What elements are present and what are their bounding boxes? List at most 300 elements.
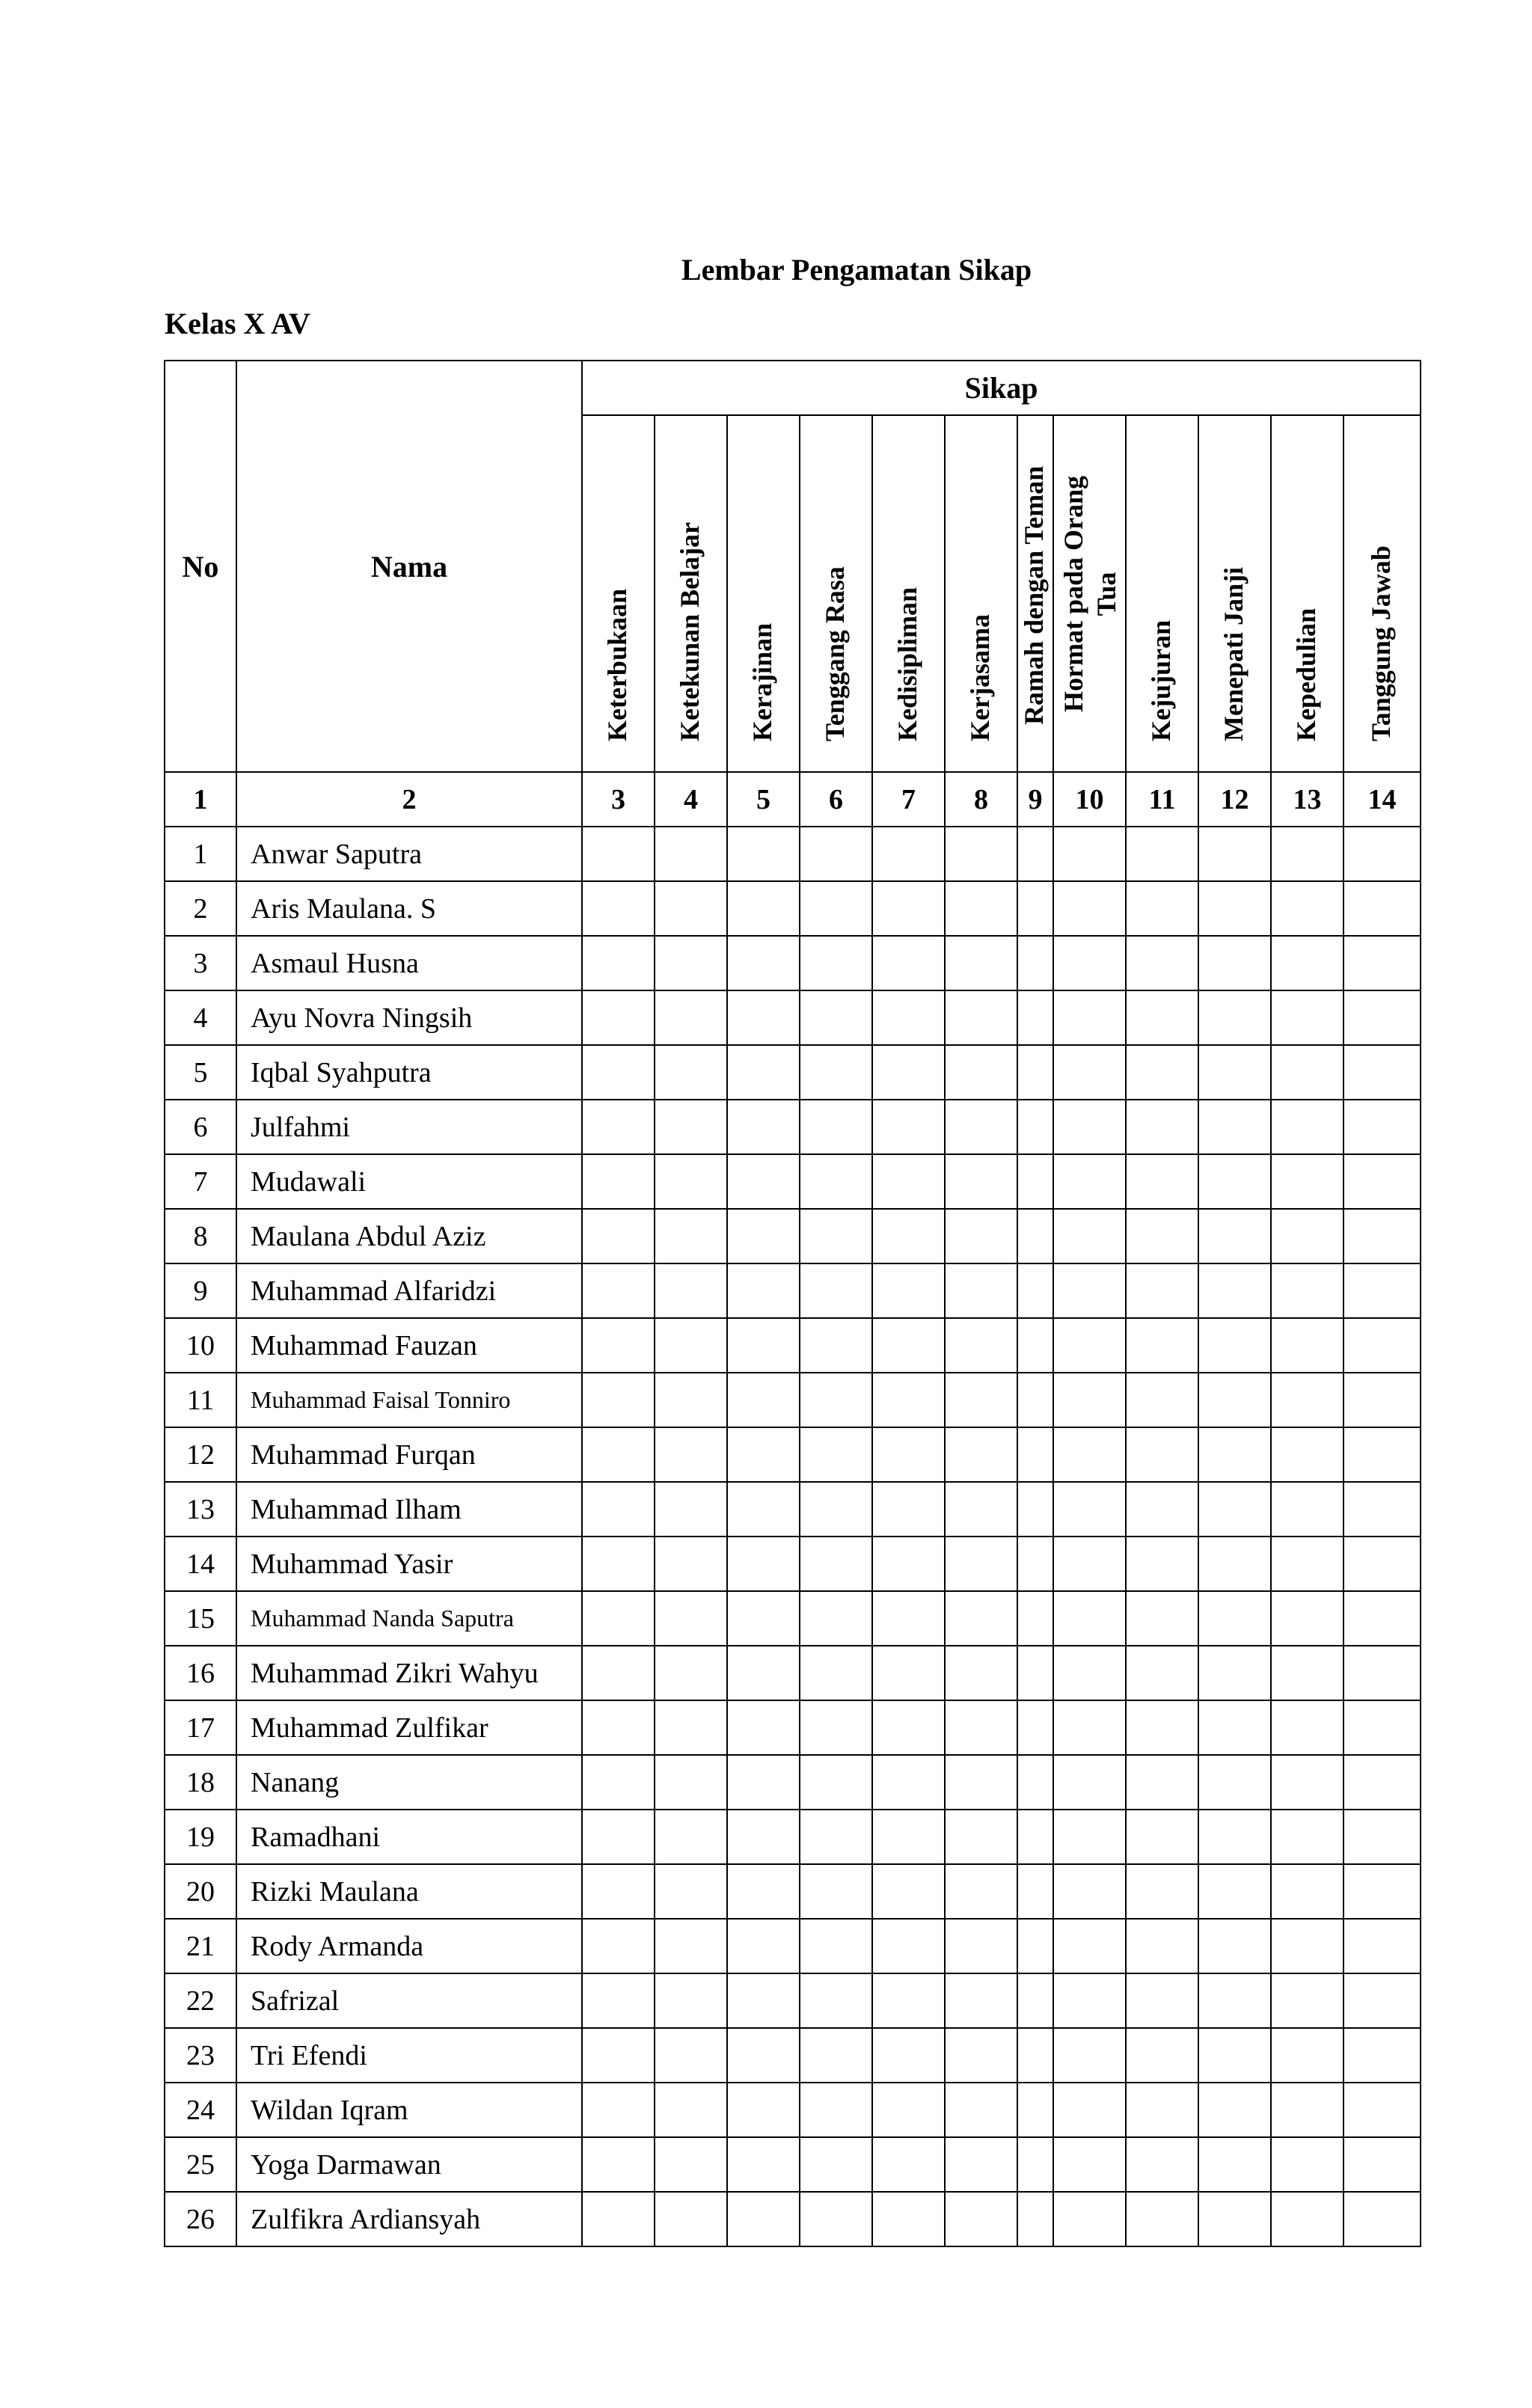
score-cell[interactable] [1053,1154,1126,1209]
score-cell[interactable] [1017,2083,1053,2137]
score-cell[interactable] [1017,1919,1053,1973]
score-cell[interactable] [1126,1482,1198,1537]
score-cell[interactable] [1126,1209,1198,1263]
score-cell[interactable] [1053,1482,1126,1537]
score-cell[interactable] [872,1263,945,1318]
score-cell[interactable] [1017,1209,1053,1263]
score-cell[interactable] [1343,1919,1421,1973]
score-cell[interactable] [872,1045,945,1100]
score-cell[interactable] [1343,1045,1421,1100]
score-cell[interactable] [800,1263,872,1318]
score-cell[interactable] [727,1263,800,1318]
score-cell[interactable] [945,1154,1017,1209]
score-cell[interactable] [1198,1973,1271,2028]
score-cell[interactable] [582,2028,655,2083]
score-cell[interactable] [582,1318,655,1373]
score-cell[interactable] [945,1373,1017,1427]
score-cell[interactable] [582,990,655,1045]
score-cell[interactable] [872,1154,945,1209]
score-cell[interactable] [1017,1154,1053,1209]
score-cell[interactable] [655,1646,727,1700]
score-cell[interactable] [1126,1810,1198,1864]
score-cell[interactable] [1271,1537,1343,1591]
score-cell[interactable] [800,2192,872,2246]
score-cell[interactable] [872,1810,945,1864]
score-cell[interactable] [1271,2137,1343,2192]
score-cell[interactable] [1198,2028,1271,2083]
score-cell[interactable] [800,1537,872,1591]
score-cell[interactable] [1053,1646,1126,1700]
score-cell[interactable] [1343,1646,1421,1700]
score-cell[interactable] [582,2083,655,2137]
score-cell[interactable] [1053,1427,1126,1482]
score-cell[interactable] [800,1209,872,1263]
score-cell[interactable] [655,1973,727,2028]
score-cell[interactable] [800,936,872,990]
score-cell[interactable] [1343,1373,1421,1427]
score-cell[interactable] [872,1646,945,1700]
score-cell[interactable] [1053,827,1126,881]
score-cell[interactable] [727,1154,800,1209]
score-cell[interactable] [872,1318,945,1373]
score-cell[interactable] [1126,1700,1198,1755]
score-cell[interactable] [1198,1373,1271,1427]
score-cell[interactable] [727,1482,800,1537]
score-cell[interactable] [872,2192,945,2246]
score-cell[interactable] [1271,1864,1343,1919]
score-cell[interactable] [655,1318,727,1373]
score-cell[interactable] [1343,1318,1421,1373]
score-cell[interactable] [1053,881,1126,936]
score-cell[interactable] [1126,1045,1198,1100]
score-cell[interactable] [1017,1482,1053,1537]
score-cell[interactable] [872,1482,945,1537]
score-cell[interactable] [655,1100,727,1154]
score-cell[interactable] [945,936,1017,990]
score-cell[interactable] [582,1045,655,1100]
score-cell[interactable] [727,1318,800,1373]
score-cell[interactable] [1126,990,1198,1045]
score-cell[interactable] [945,1482,1017,1537]
score-cell[interactable] [872,2028,945,2083]
score-cell[interactable] [582,1700,655,1755]
score-cell[interactable] [1053,1373,1126,1427]
score-cell[interactable] [945,2192,1017,2246]
score-cell[interactable] [1271,1154,1343,1209]
score-cell[interactable] [1126,1100,1198,1154]
score-cell[interactable] [800,881,872,936]
score-cell[interactable] [800,1318,872,1373]
score-cell[interactable] [655,1154,727,1209]
score-cell[interactable] [1198,2192,1271,2246]
score-cell[interactable] [872,1427,945,1482]
score-cell[interactable] [945,1864,1017,1919]
score-cell[interactable] [1271,1263,1343,1318]
score-cell[interactable] [1017,2137,1053,2192]
score-cell[interactable] [582,1482,655,1537]
score-cell[interactable] [1343,1591,1421,1646]
score-cell[interactable] [945,1209,1017,1263]
score-cell[interactable] [1126,2192,1198,2246]
score-cell[interactable] [1126,1154,1198,1209]
score-cell[interactable] [945,1537,1017,1591]
score-cell[interactable] [655,2192,727,2246]
score-cell[interactable] [1053,1263,1126,1318]
score-cell[interactable] [1198,1045,1271,1100]
score-cell[interactable] [1343,2028,1421,2083]
score-cell[interactable] [872,1973,945,2028]
score-cell[interactable] [655,1537,727,1591]
score-cell[interactable] [1198,1154,1271,1209]
score-cell[interactable] [1053,1209,1126,1263]
score-cell[interactable] [1198,1700,1271,1755]
score-cell[interactable] [1017,1755,1053,1810]
score-cell[interactable] [1198,1864,1271,1919]
score-cell[interactable] [1053,1755,1126,1810]
score-cell[interactable] [945,827,1017,881]
score-cell[interactable] [1343,881,1421,936]
score-cell[interactable] [800,1373,872,1427]
score-cell[interactable] [1017,1045,1053,1100]
score-cell[interactable] [1017,881,1053,936]
score-cell[interactable] [1343,827,1421,881]
score-cell[interactable] [727,2028,800,2083]
score-cell[interactable] [727,1755,800,1810]
score-cell[interactable] [655,1755,727,1810]
score-cell[interactable] [1271,1646,1343,1700]
score-cell[interactable] [1053,1537,1126,1591]
score-cell[interactable] [1198,2137,1271,2192]
score-cell[interactable] [582,1864,655,1919]
score-cell[interactable] [1017,827,1053,881]
score-cell[interactable] [1271,2028,1343,2083]
score-cell[interactable] [1343,1700,1421,1755]
score-cell[interactable] [1017,1700,1053,1755]
score-cell[interactable] [1271,1919,1343,1973]
score-cell[interactable] [1271,1482,1343,1537]
score-cell[interactable] [655,990,727,1045]
score-cell[interactable] [1017,936,1053,990]
score-cell[interactable] [1271,1209,1343,1263]
score-cell[interactable] [800,1100,872,1154]
score-cell[interactable] [1017,2028,1053,2083]
score-cell[interactable] [727,1373,800,1427]
score-cell[interactable] [655,936,727,990]
score-cell[interactable] [1126,1864,1198,1919]
score-cell[interactable] [1126,1318,1198,1373]
score-cell[interactable] [1343,2192,1421,2246]
score-cell[interactable] [1053,1318,1126,1373]
score-cell[interactable] [1271,1373,1343,1427]
score-cell[interactable] [945,1700,1017,1755]
score-cell[interactable] [1017,1646,1053,1700]
score-cell[interactable] [655,1045,727,1100]
score-cell[interactable] [655,1209,727,1263]
score-cell[interactable] [1053,1045,1126,1100]
score-cell[interactable] [1053,1973,1126,2028]
score-cell[interactable] [1126,827,1198,881]
score-cell[interactable] [1198,1427,1271,1482]
score-cell[interactable] [1198,827,1271,881]
score-cell[interactable] [727,2083,800,2137]
score-cell[interactable] [727,881,800,936]
score-cell[interactable] [1198,1755,1271,1810]
score-cell[interactable] [1271,936,1343,990]
score-cell[interactable] [1271,1700,1343,1755]
score-cell[interactable] [655,827,727,881]
score-cell[interactable] [655,1427,727,1482]
score-cell[interactable] [582,1209,655,1263]
score-cell[interactable] [655,1591,727,1646]
score-cell[interactable] [800,1591,872,1646]
score-cell[interactable] [800,2028,872,2083]
score-cell[interactable] [872,2137,945,2192]
score-cell[interactable] [582,1100,655,1154]
score-cell[interactable] [945,1263,1017,1318]
score-cell[interactable] [582,881,655,936]
score-cell[interactable] [800,1427,872,1482]
score-cell[interactable] [1126,1919,1198,1973]
score-cell[interactable] [1343,990,1421,1045]
score-cell[interactable] [945,1100,1017,1154]
score-cell[interactable] [582,827,655,881]
score-cell[interactable] [655,1864,727,1919]
score-cell[interactable] [727,1537,800,1591]
score-cell[interactable] [582,1537,655,1591]
score-cell[interactable] [582,1646,655,1700]
score-cell[interactable] [727,1700,800,1755]
score-cell[interactable] [1017,1537,1053,1591]
score-cell[interactable] [1271,1318,1343,1373]
score-cell[interactable] [800,1755,872,1810]
score-cell[interactable] [1271,1973,1343,2028]
score-cell[interactable] [1271,1045,1343,1100]
score-cell[interactable] [872,936,945,990]
score-cell[interactable] [1343,2083,1421,2137]
score-cell[interactable] [872,1100,945,1154]
score-cell[interactable] [1198,1591,1271,1646]
score-cell[interactable] [1126,2137,1198,2192]
score-cell[interactable] [1343,1864,1421,1919]
score-cell[interactable] [1343,1810,1421,1864]
score-cell[interactable] [727,1427,800,1482]
score-cell[interactable] [800,1864,872,1919]
score-cell[interactable] [872,1864,945,1919]
score-cell[interactable] [1053,2028,1126,2083]
score-cell[interactable] [1126,1373,1198,1427]
score-cell[interactable] [1271,990,1343,1045]
score-cell[interactable] [945,1591,1017,1646]
score-cell[interactable] [800,1973,872,2028]
score-cell[interactable] [727,1810,800,1864]
score-cell[interactable] [1198,1482,1271,1537]
score-cell[interactable] [582,1973,655,2028]
score-cell[interactable] [800,1919,872,1973]
score-cell[interactable] [1126,881,1198,936]
score-cell[interactable] [1343,2137,1421,2192]
score-cell[interactable] [727,1646,800,1700]
score-cell[interactable] [1017,1263,1053,1318]
score-cell[interactable] [800,1810,872,1864]
score-cell[interactable] [655,2028,727,2083]
score-cell[interactable] [872,1700,945,1755]
score-cell[interactable] [1198,1263,1271,1318]
score-cell[interactable] [1198,2083,1271,2137]
score-cell[interactable] [1126,2083,1198,2137]
score-cell[interactable] [1053,936,1126,990]
score-cell[interactable] [1271,1810,1343,1864]
score-cell[interactable] [800,2137,872,2192]
score-cell[interactable] [727,2137,800,2192]
score-cell[interactable] [1343,1154,1421,1209]
score-cell[interactable] [1017,2192,1053,2246]
score-cell[interactable] [1271,1755,1343,1810]
score-cell[interactable] [1053,1864,1126,1919]
score-cell[interactable] [1017,990,1053,1045]
score-cell[interactable] [945,1973,1017,2028]
score-cell[interactable] [945,2137,1017,2192]
score-cell[interactable] [1053,1100,1126,1154]
score-cell[interactable] [872,881,945,936]
score-cell[interactable] [582,2137,655,2192]
score-cell[interactable] [655,2083,727,2137]
score-cell[interactable] [800,1482,872,1537]
score-cell[interactable] [872,1209,945,1263]
score-cell[interactable] [1017,1973,1053,2028]
score-cell[interactable] [872,1591,945,1646]
score-cell[interactable] [872,1373,945,1427]
score-cell[interactable] [1017,1100,1053,1154]
score-cell[interactable] [655,2137,727,2192]
score-cell[interactable] [1343,1209,1421,1263]
score-cell[interactable] [727,990,800,1045]
score-cell[interactable] [1053,1700,1126,1755]
score-cell[interactable] [1126,1537,1198,1591]
score-cell[interactable] [582,936,655,990]
score-cell[interactable] [872,2083,945,2137]
score-cell[interactable] [1017,1373,1053,1427]
score-cell[interactable] [727,1973,800,2028]
score-cell[interactable] [1126,1646,1198,1700]
score-cell[interactable] [1053,1810,1126,1864]
score-cell[interactable] [800,990,872,1045]
score-cell[interactable] [655,881,727,936]
score-cell[interactable] [872,990,945,1045]
score-cell[interactable] [945,1755,1017,1810]
score-cell[interactable] [1053,2137,1126,2192]
score-cell[interactable] [655,1373,727,1427]
score-cell[interactable] [582,1427,655,1482]
score-cell[interactable] [1343,1263,1421,1318]
score-cell[interactable] [945,1318,1017,1373]
score-cell[interactable] [1126,936,1198,990]
score-cell[interactable] [1053,2192,1126,2246]
score-cell[interactable] [582,1154,655,1209]
score-cell[interactable] [872,1537,945,1591]
score-cell[interactable] [1126,1973,1198,2028]
score-cell[interactable] [582,2192,655,2246]
score-cell[interactable] [1017,1318,1053,1373]
score-cell[interactable] [582,1263,655,1318]
score-cell[interactable] [1017,1591,1053,1646]
score-cell[interactable] [1017,1864,1053,1919]
score-cell[interactable] [727,1864,800,1919]
score-cell[interactable] [945,881,1017,936]
score-cell[interactable] [1343,936,1421,990]
score-cell[interactable] [727,1209,800,1263]
score-cell[interactable] [1053,1591,1126,1646]
score-cell[interactable] [1271,2083,1343,2137]
score-cell[interactable] [800,1646,872,1700]
score-cell[interactable] [1198,990,1271,1045]
score-cell[interactable] [800,1154,872,1209]
score-cell[interactable] [945,1810,1017,1864]
score-cell[interactable] [727,1591,800,1646]
score-cell[interactable] [655,1919,727,1973]
score-cell[interactable] [1271,881,1343,936]
score-cell[interactable] [582,1919,655,1973]
score-cell[interactable] [1198,1919,1271,1973]
score-cell[interactable] [945,2028,1017,2083]
score-cell[interactable] [1126,1263,1198,1318]
score-cell[interactable] [945,990,1017,1045]
score-cell[interactable] [800,2083,872,2137]
score-cell[interactable] [1343,1537,1421,1591]
score-cell[interactable] [1271,827,1343,881]
score-cell[interactable] [727,2192,800,2246]
score-cell[interactable] [800,827,872,881]
score-cell[interactable] [1126,1755,1198,1810]
score-cell[interactable] [1198,1318,1271,1373]
score-cell[interactable] [1126,2028,1198,2083]
score-cell[interactable] [1198,1209,1271,1263]
score-cell[interactable] [655,1482,727,1537]
score-cell[interactable] [1198,936,1271,990]
score-cell[interactable] [727,1100,800,1154]
score-cell[interactable] [945,1045,1017,1100]
score-cell[interactable] [727,1919,800,1973]
score-cell[interactable] [582,1373,655,1427]
score-cell[interactable] [727,1045,800,1100]
score-cell[interactable] [872,1755,945,1810]
score-cell[interactable] [945,1919,1017,1973]
score-cell[interactable] [800,1045,872,1100]
score-cell[interactable] [1198,1810,1271,1864]
score-cell[interactable] [727,827,800,881]
score-cell[interactable] [1053,2083,1126,2137]
score-cell[interactable] [1053,1919,1126,1973]
score-cell[interactable] [1017,1427,1053,1482]
score-cell[interactable] [945,2083,1017,2137]
score-cell[interactable] [1017,1810,1053,1864]
score-cell[interactable] [945,1646,1017,1700]
score-cell[interactable] [582,1755,655,1810]
score-cell[interactable] [872,1919,945,1973]
score-cell[interactable] [1126,1591,1198,1646]
score-cell[interactable] [582,1810,655,1864]
score-cell[interactable] [655,1263,727,1318]
score-cell[interactable] [1343,1100,1421,1154]
score-cell[interactable] [1198,1537,1271,1591]
score-cell[interactable] [1053,990,1126,1045]
score-cell[interactable] [1198,1100,1271,1154]
score-cell[interactable] [1271,1427,1343,1482]
score-cell[interactable] [800,1700,872,1755]
score-cell[interactable] [655,1700,727,1755]
score-cell[interactable] [655,1810,727,1864]
score-cell[interactable] [872,827,945,881]
score-cell[interactable] [1343,1973,1421,2028]
